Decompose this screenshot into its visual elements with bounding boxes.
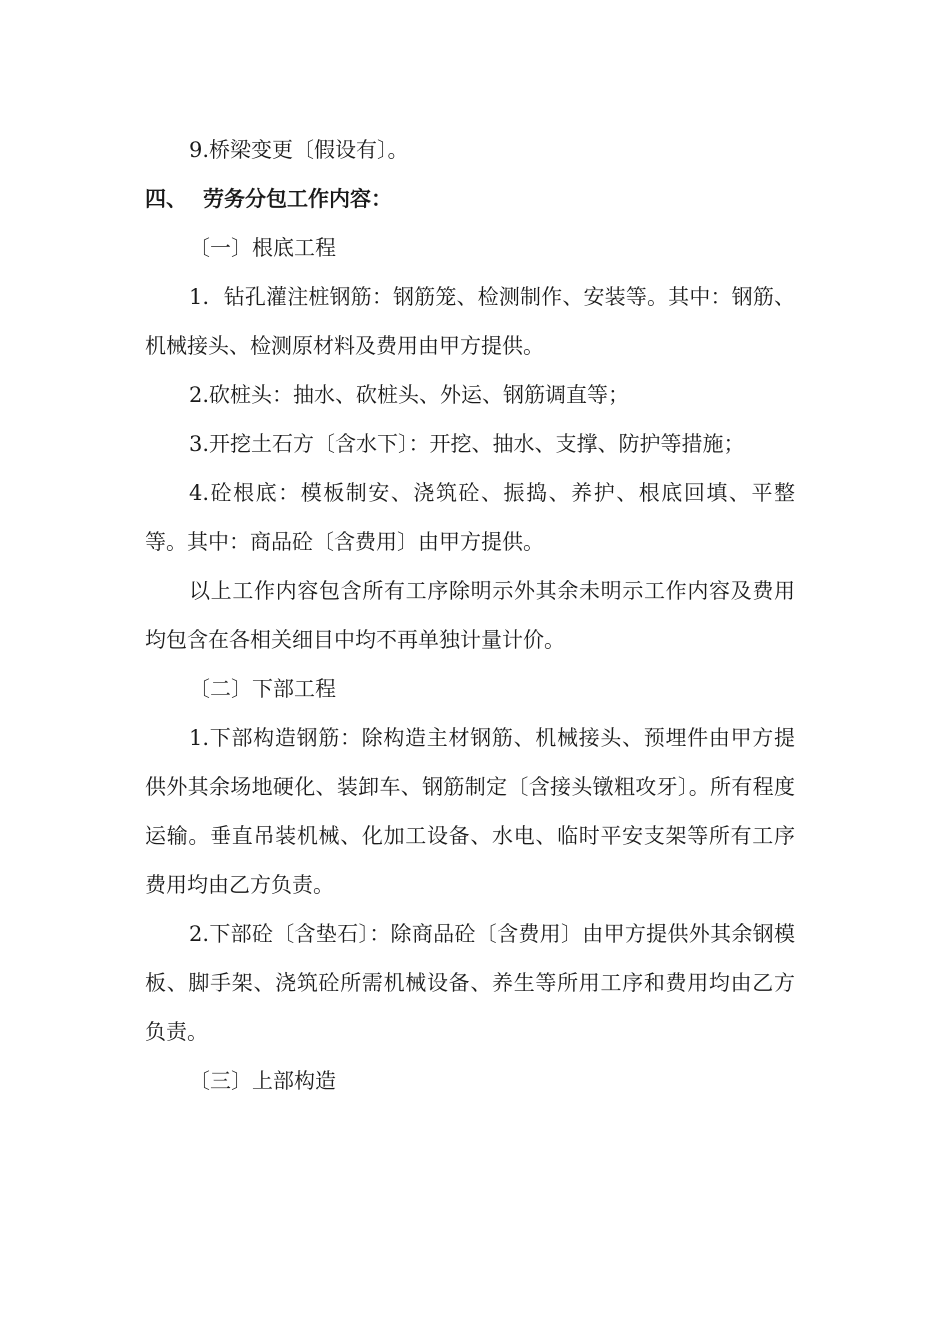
paragraph-scope-note: 以上工作内容包含所有工序除明示外其余未明示工作内容及费用均包含在各相关细目中均不再单独计量计价。 [145,579,795,652]
subheading-substructure: 〔二〕下部工程 [189,677,336,701]
subheading-foundation: 〔一〕根底工程 [189,236,336,260]
paragraph-substructure-rebar: 1.下部构造钢筋：除构造主材钢筋、机械接头、预埋件由甲方提供外其余场地硬化、装卸车、钢筋制定〔含接头镦粗攻牙〕。所有程度运输。垂直吊装机械、化加工设备、水电、临时平安支架等所有工序费用均由乙方负责。 [145,726,795,897]
paragraph-substructure-concrete: 2.下部砼〔含垫石〕：除商品砼〔含费用〕由甲方提供外其余钢模板、脚手架、浇筑砼所需机械设备、养生等所用工序和费用均由乙方负责。 [145,922,795,1044]
paragraph-excavation: 3.开挖土石方〔含水下〕：开挖、抽水、支撑、防护等措施； [189,432,745,456]
paragraph-pile-head: 2.砍桩头：抽水、砍桩头、外运、钢筋调直等； [189,383,630,407]
paragraph-concrete-foundation: 4.砼根底：模板制安、浇筑砼、振捣、养护、根底回填、平整等。其中：商品砼〔含费用〕由甲方提供。 [145,481,795,554]
section-title: 劳务分包工作内容： [203,187,392,211]
paragraph-bridge-change: 9.桥梁变更〔假设有〕。 [189,138,409,162]
document-body [145,126,795,1106]
paragraph-bored-pile-rebar: 1．钻孔灌注桩钢筋：钢筋笼、检测制作、安装等。其中：钢筋、机械接头、检测原材料及费用由甲方提供。 [145,285,795,358]
section-heading-labor-subcontract [145,175,795,224]
section-number: 四、 [145,187,187,211]
subheading-superstructure: 〔三〕上部构造 [189,1069,336,1093]
